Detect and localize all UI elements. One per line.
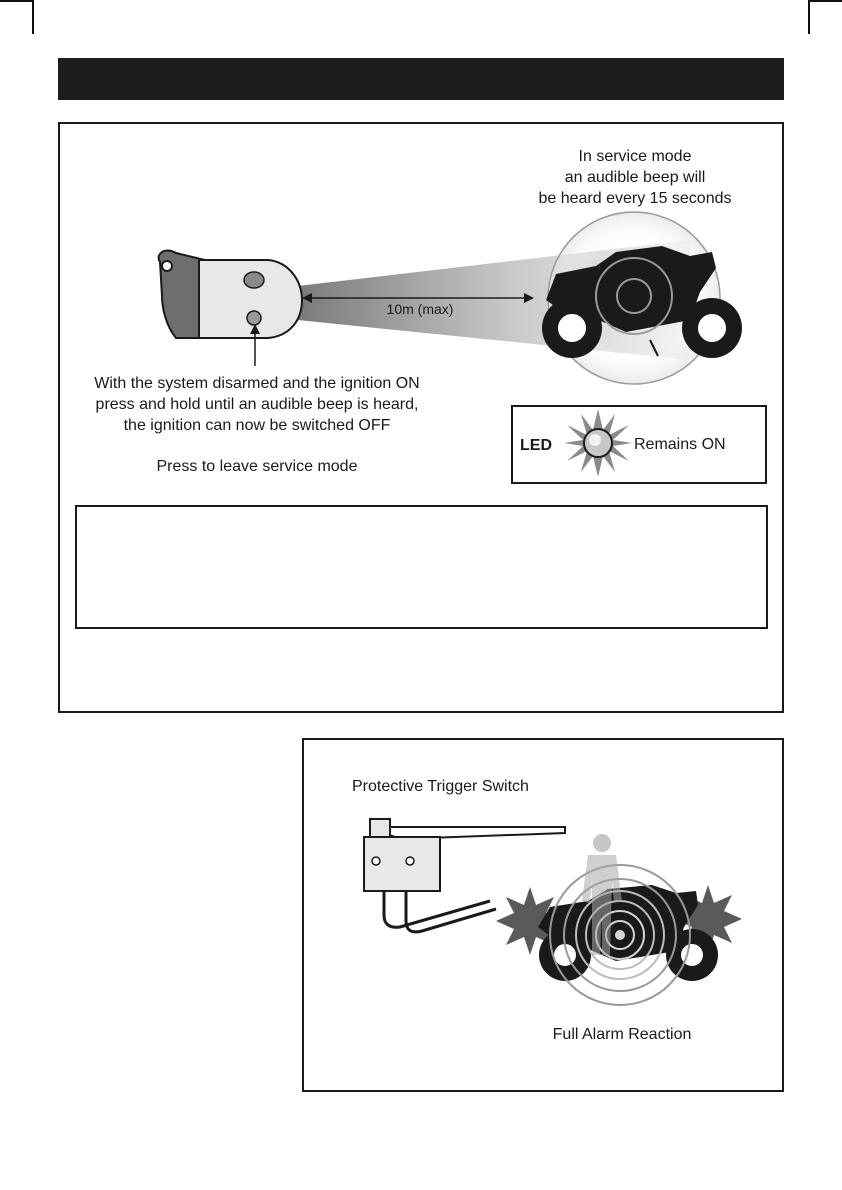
leave-service-label: Press to leave service mode [156,458,358,475]
alarmed-motorcycle-icon [538,865,718,1005]
led-glow-icon [563,408,633,478]
notice-box [75,505,768,629]
crop-mark [0,0,34,2]
crop-mark [32,0,34,34]
led-status-text: Remains ON [634,436,726,453]
key-fob-icon [159,250,302,338]
trigger-illustration [340,805,780,1025]
led-label: LED [520,437,552,454]
instruction-line: press and hold until an audible beep is heard, [95,396,419,413]
alarm-reaction-label: Full Alarm Reaction [552,1026,692,1043]
section-title-bar [58,58,784,100]
beep-note-line: be heard every 15 seconds [538,190,732,207]
range-label: 10m (max) [386,301,454,317]
instruction-line: the ignition can now be switched OFF [123,417,391,434]
instructions [62,373,452,436]
crop-mark [808,0,842,2]
instruction-line: With the system disarmed and the ignition ON [94,375,420,392]
crop-mark [808,0,810,34]
trigger-switch-label: Protective Trigger Switch [352,778,529,795]
beep-note-line: an audible beep will [564,169,706,186]
beep-note-line: In service mode [578,148,692,165]
